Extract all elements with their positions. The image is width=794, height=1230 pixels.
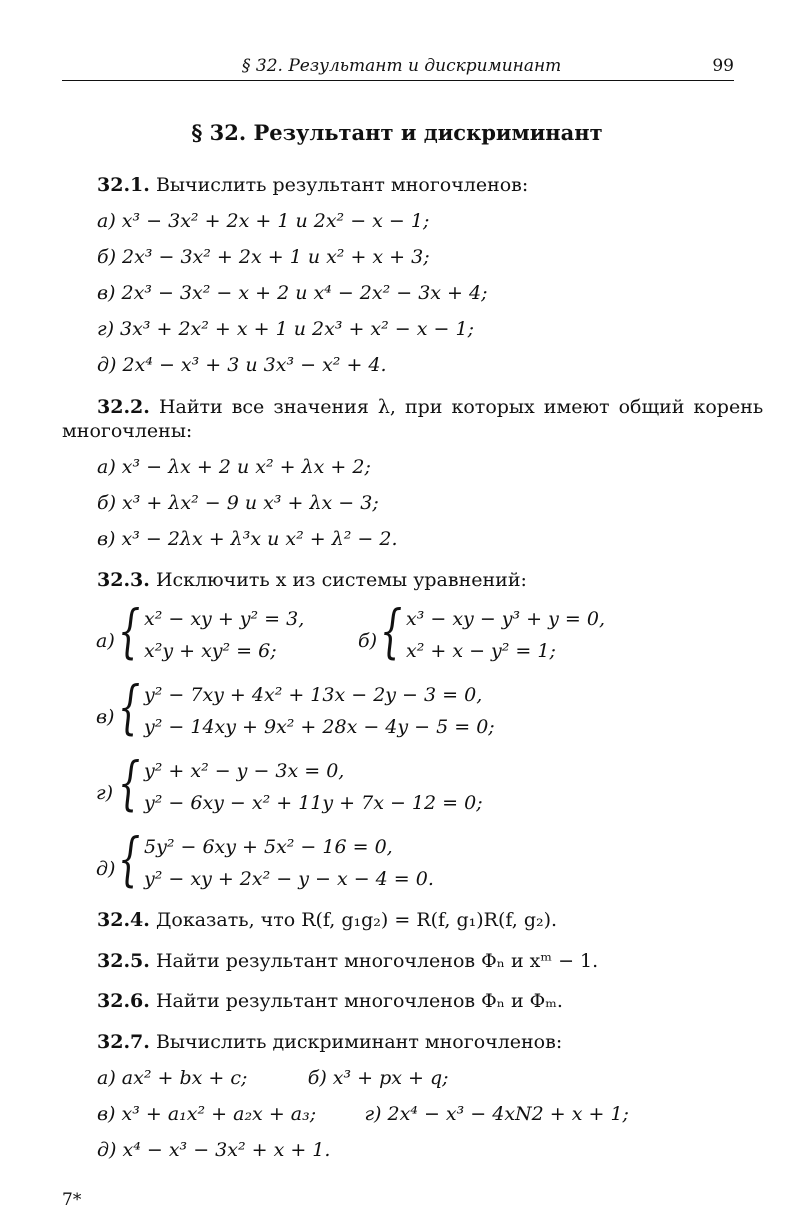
problem-32-2 [97, 396, 763, 418]
running-header [62, 56, 734, 81]
system-label: г) [96, 782, 114, 804]
system-label: б) [358, 630, 378, 652]
problem-item: а) ax² + bx + c; б) x³ + px + q; [97, 1067, 449, 1089]
problem-item: в) x³ − 2λx + λ³x и x² + λ² − 2. [97, 528, 398, 550]
equation: 5y² − 6xy + 5x² − 16 = 0, [144, 836, 393, 858]
problem-number: 32.3. [97, 569, 150, 591]
problem-text: Найти результант многочленов Φₙ и xᵐ − 1. [155, 950, 599, 972]
problem-number: 32.5. [97, 950, 150, 972]
brace-icon: { [118, 673, 141, 741]
equation: y² − 14xy + 9x² + 28x − 4y − 5 = 0; [144, 716, 495, 738]
problem-32-6 [97, 990, 563, 1012]
problem-item: г) 3x³ + 2x² + x + 1 и 2x³ + x² − x − 1; [97, 318, 474, 340]
problem-32-3 [97, 569, 527, 591]
brace-icon: { [118, 597, 141, 665]
system-label: а) [96, 630, 115, 652]
brace-icon: { [118, 749, 141, 817]
equation: x² − xy + y² = 3, [144, 608, 305, 630]
system-label: в) [96, 706, 115, 728]
problem-32-7 [97, 1031, 562, 1053]
problem-number: 32.1. [97, 174, 150, 196]
problem-text: Вычислить результант многочленов: [155, 174, 529, 196]
equation: x²y + xy² = 6; [144, 640, 277, 662]
running-title: § 32. Результант и дискриминант [242, 56, 562, 76]
problem-number: 32.4. [97, 909, 150, 931]
problem-item: в) 2x³ − 3x² − x + 2 и x⁴ − 2x² − 3x + 4; [97, 282, 488, 304]
problem-item: д) 2x⁴ − x³ + 3 и 3x³ − x² + 4. [97, 354, 387, 376]
problem-text: Найти все значения λ, при которых имеют общий корень [158, 396, 764, 418]
problem-item: б) 2x³ − 3x² + 2x + 1 и x² + x + 3; [97, 246, 430, 268]
problem-text: Доказать, что R(f, g₁g₂) = R(f, g₁)R(f, g₂). [155, 909, 558, 931]
equation: y² − 6xy − x² + 11y + 7x − 12 = 0; [144, 792, 483, 814]
system-label: д) [96, 858, 116, 880]
signature-mark: 7* [62, 1190, 82, 1210]
equation: y² − 7xy + 4x² + 13x − 2y − 3 = 0, [144, 684, 483, 706]
section-title: § 32. Результант и дискриминант [191, 120, 603, 145]
equation: x³ − xy − y³ + y = 0, [406, 608, 605, 630]
problem-item: а) x³ − λx + 2 и x² + λx + 2; [97, 456, 371, 478]
problem-32-4 [97, 909, 557, 931]
problem-item: б) x³ + λx² − 9 и x³ + λx − 3; [97, 492, 379, 514]
problem-text: Исключить x из системы уравнений: [155, 569, 527, 591]
brace-icon: { [380, 597, 403, 665]
brace-icon: { [118, 825, 141, 893]
problem-item: д) x⁴ − x³ − 3x² + x + 1. [97, 1139, 331, 1161]
equation: x² + x − y² = 1; [406, 640, 556, 662]
problem-text: Найти результант многочленов Φₙ и Φₘ. [155, 990, 563, 1012]
problem-text-continued: многочлены: [62, 420, 193, 442]
problem-number: 32.7. [97, 1031, 150, 1053]
problem-32-1 [97, 174, 528, 196]
problem-item: в) x³ + a₁x² + a₂x + a₃; г) 2x⁴ − x³ − 4xN2 + x + 1; [97, 1103, 629, 1125]
problem-32-5 [97, 950, 598, 972]
problem-number: 32.6. [97, 990, 150, 1012]
equation: y² − xy + 2x² − y − x − 4 = 0. [144, 868, 434, 890]
problem-number: 32.2. [97, 396, 150, 418]
page-number: 99 [712, 56, 734, 76]
problem-item: а) x³ − 3x² + 2x + 1 и 2x² − x − 1; [97, 210, 430, 232]
problem-text: Вычислить дискриминант многочленов: [155, 1031, 563, 1053]
equation: y² + x² − y − 3x = 0, [144, 760, 345, 782]
